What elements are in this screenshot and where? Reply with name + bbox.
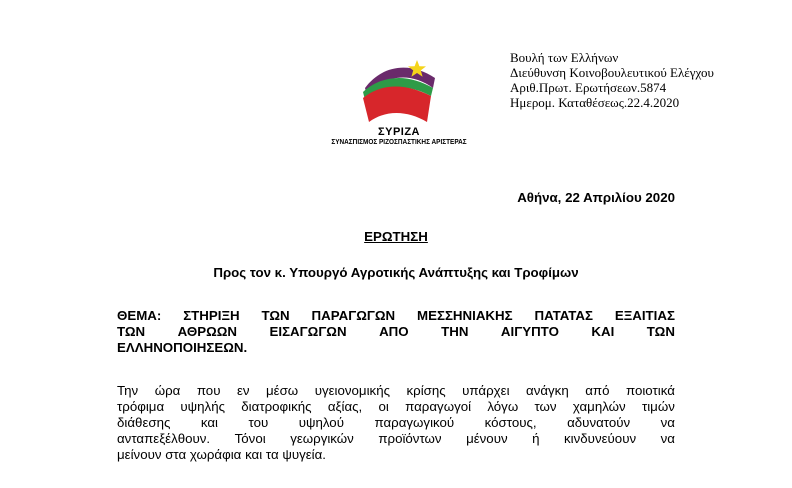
- word: υγειονομικής: [314, 383, 390, 398]
- word: ποιοτικά: [625, 383, 675, 398]
- word: κόστους,: [484, 415, 537, 430]
- word: ΑΘΡΩΩΝ: [177, 324, 238, 339]
- word: ώρα: [154, 383, 181, 398]
- word: προϊόντων: [378, 431, 442, 446]
- word: να: [660, 415, 675, 430]
- word: ΤΩΝ: [261, 308, 290, 323]
- registry-line: Διεύθυνση Κοινοβουλευτικού Ελέγχου: [510, 65, 714, 80]
- word: κρίσης: [406, 383, 446, 398]
- word: ΜΕΣΣΗΝΙΑΚΗΣ: [417, 308, 513, 323]
- document-heading: ΕΡΩΤΗΣΗ: [364, 229, 428, 244]
- place-date: Αθήνα, 22 Απριλίου 2020: [517, 190, 675, 205]
- word: υψηλής: [180, 399, 226, 414]
- registry-line: Αριθ.Πρωτ. Ερωτήσεων.5874: [510, 80, 667, 95]
- subject-block: [117, 308, 675, 356]
- word: διατροφικής: [241, 399, 312, 414]
- red-wave: [363, 87, 431, 123]
- word: ανάγκη: [526, 383, 569, 398]
- recipient-line: Προς τον κ. Υπουργό Αγροτικής Ανάπτυξης και Τροφίμων: [213, 265, 579, 280]
- paragraph-line: [117, 431, 675, 447]
- word: ανταπεξέλθουν.: [117, 431, 211, 446]
- word: ή: [532, 431, 540, 446]
- word: αδυνατούν: [567, 415, 631, 430]
- paragraph-line: [117, 415, 675, 431]
- word: υπάρχει: [462, 383, 510, 398]
- word: υψηλού: [298, 415, 344, 430]
- subject-line: [117, 324, 675, 340]
- word: διάθεσης: [117, 415, 171, 430]
- word: ΤΩΝ: [117, 324, 146, 339]
- subject-line: [117, 308, 675, 324]
- word: Τόνοι: [234, 431, 266, 446]
- word: και: [200, 415, 219, 430]
- word: αξίας,: [327, 399, 363, 414]
- word: ΑΠΟ: [379, 324, 409, 339]
- word: παραγωγικού: [374, 415, 455, 430]
- word: χαμηλών: [572, 399, 626, 414]
- word: του: [248, 415, 269, 430]
- word: εν: [236, 383, 250, 398]
- word: Την: [117, 383, 139, 398]
- word: λόγω: [487, 399, 519, 414]
- word: ΣΤΗΡΙΞΗ: [183, 308, 240, 323]
- word: μέσω: [266, 383, 299, 398]
- word: ΕΞΑΙΤΙΑΣ: [614, 308, 675, 323]
- word: από: [585, 383, 610, 398]
- word: ΤΩΝ: [646, 324, 675, 339]
- registry-line: Βουλή των Ελλήνων: [510, 50, 619, 65]
- paragraph-line: [117, 399, 675, 415]
- word: ΘΕΜΑ:: [117, 308, 162, 323]
- word: ΑΙΓΥΠΤΟ: [500, 324, 559, 339]
- registry-line: Ημερομ. Καταθέσεως.22.4.2020: [510, 95, 680, 110]
- registry-stamp: [510, 50, 714, 110]
- word: γεωργικών: [290, 431, 354, 446]
- word: κινδυνεύουν: [564, 431, 637, 446]
- body-paragraph: [117, 383, 675, 463]
- word: μένουν: [466, 431, 508, 446]
- word: των: [534, 399, 557, 414]
- syriza-flag-emblem: [355, 58, 443, 126]
- word: ΠΑΡΑΓΩΓΩΝ: [311, 308, 396, 323]
- word: ΤΗΝ: [441, 324, 469, 339]
- word: ΚΑΙ: [591, 324, 615, 339]
- logo-party-name: ΣΥΡΙΖΑ: [378, 126, 420, 138]
- word: τρόφιμα: [117, 399, 165, 414]
- paragraph-line: μείνουν στα χωράφια και τα ψυγεία.: [117, 447, 326, 462]
- word: παραγωγοί: [405, 399, 472, 414]
- logo-party-subtitle: ΣΥΝΑΣΠΙΣΜΟΣ ΡΙΖΟΣΠΑΣΤΙΚΗΣ ΑΡΙΣΤΕΡΑΣ: [331, 139, 467, 146]
- word: να: [660, 431, 675, 446]
- syriza-logo: [301, 58, 497, 148]
- word: που: [196, 383, 221, 398]
- word: τιμών: [641, 399, 675, 414]
- word: οι: [378, 399, 389, 414]
- subject-line: ΕΛΛΗΝΟΠΟΙΗΣΕΩΝ.: [117, 340, 248, 355]
- paragraph-line: [117, 383, 675, 399]
- word: ΠΑΤΑΤΑΣ: [534, 308, 593, 323]
- word: ΕΙΣΑΓΩΓΩΝ: [269, 324, 347, 339]
